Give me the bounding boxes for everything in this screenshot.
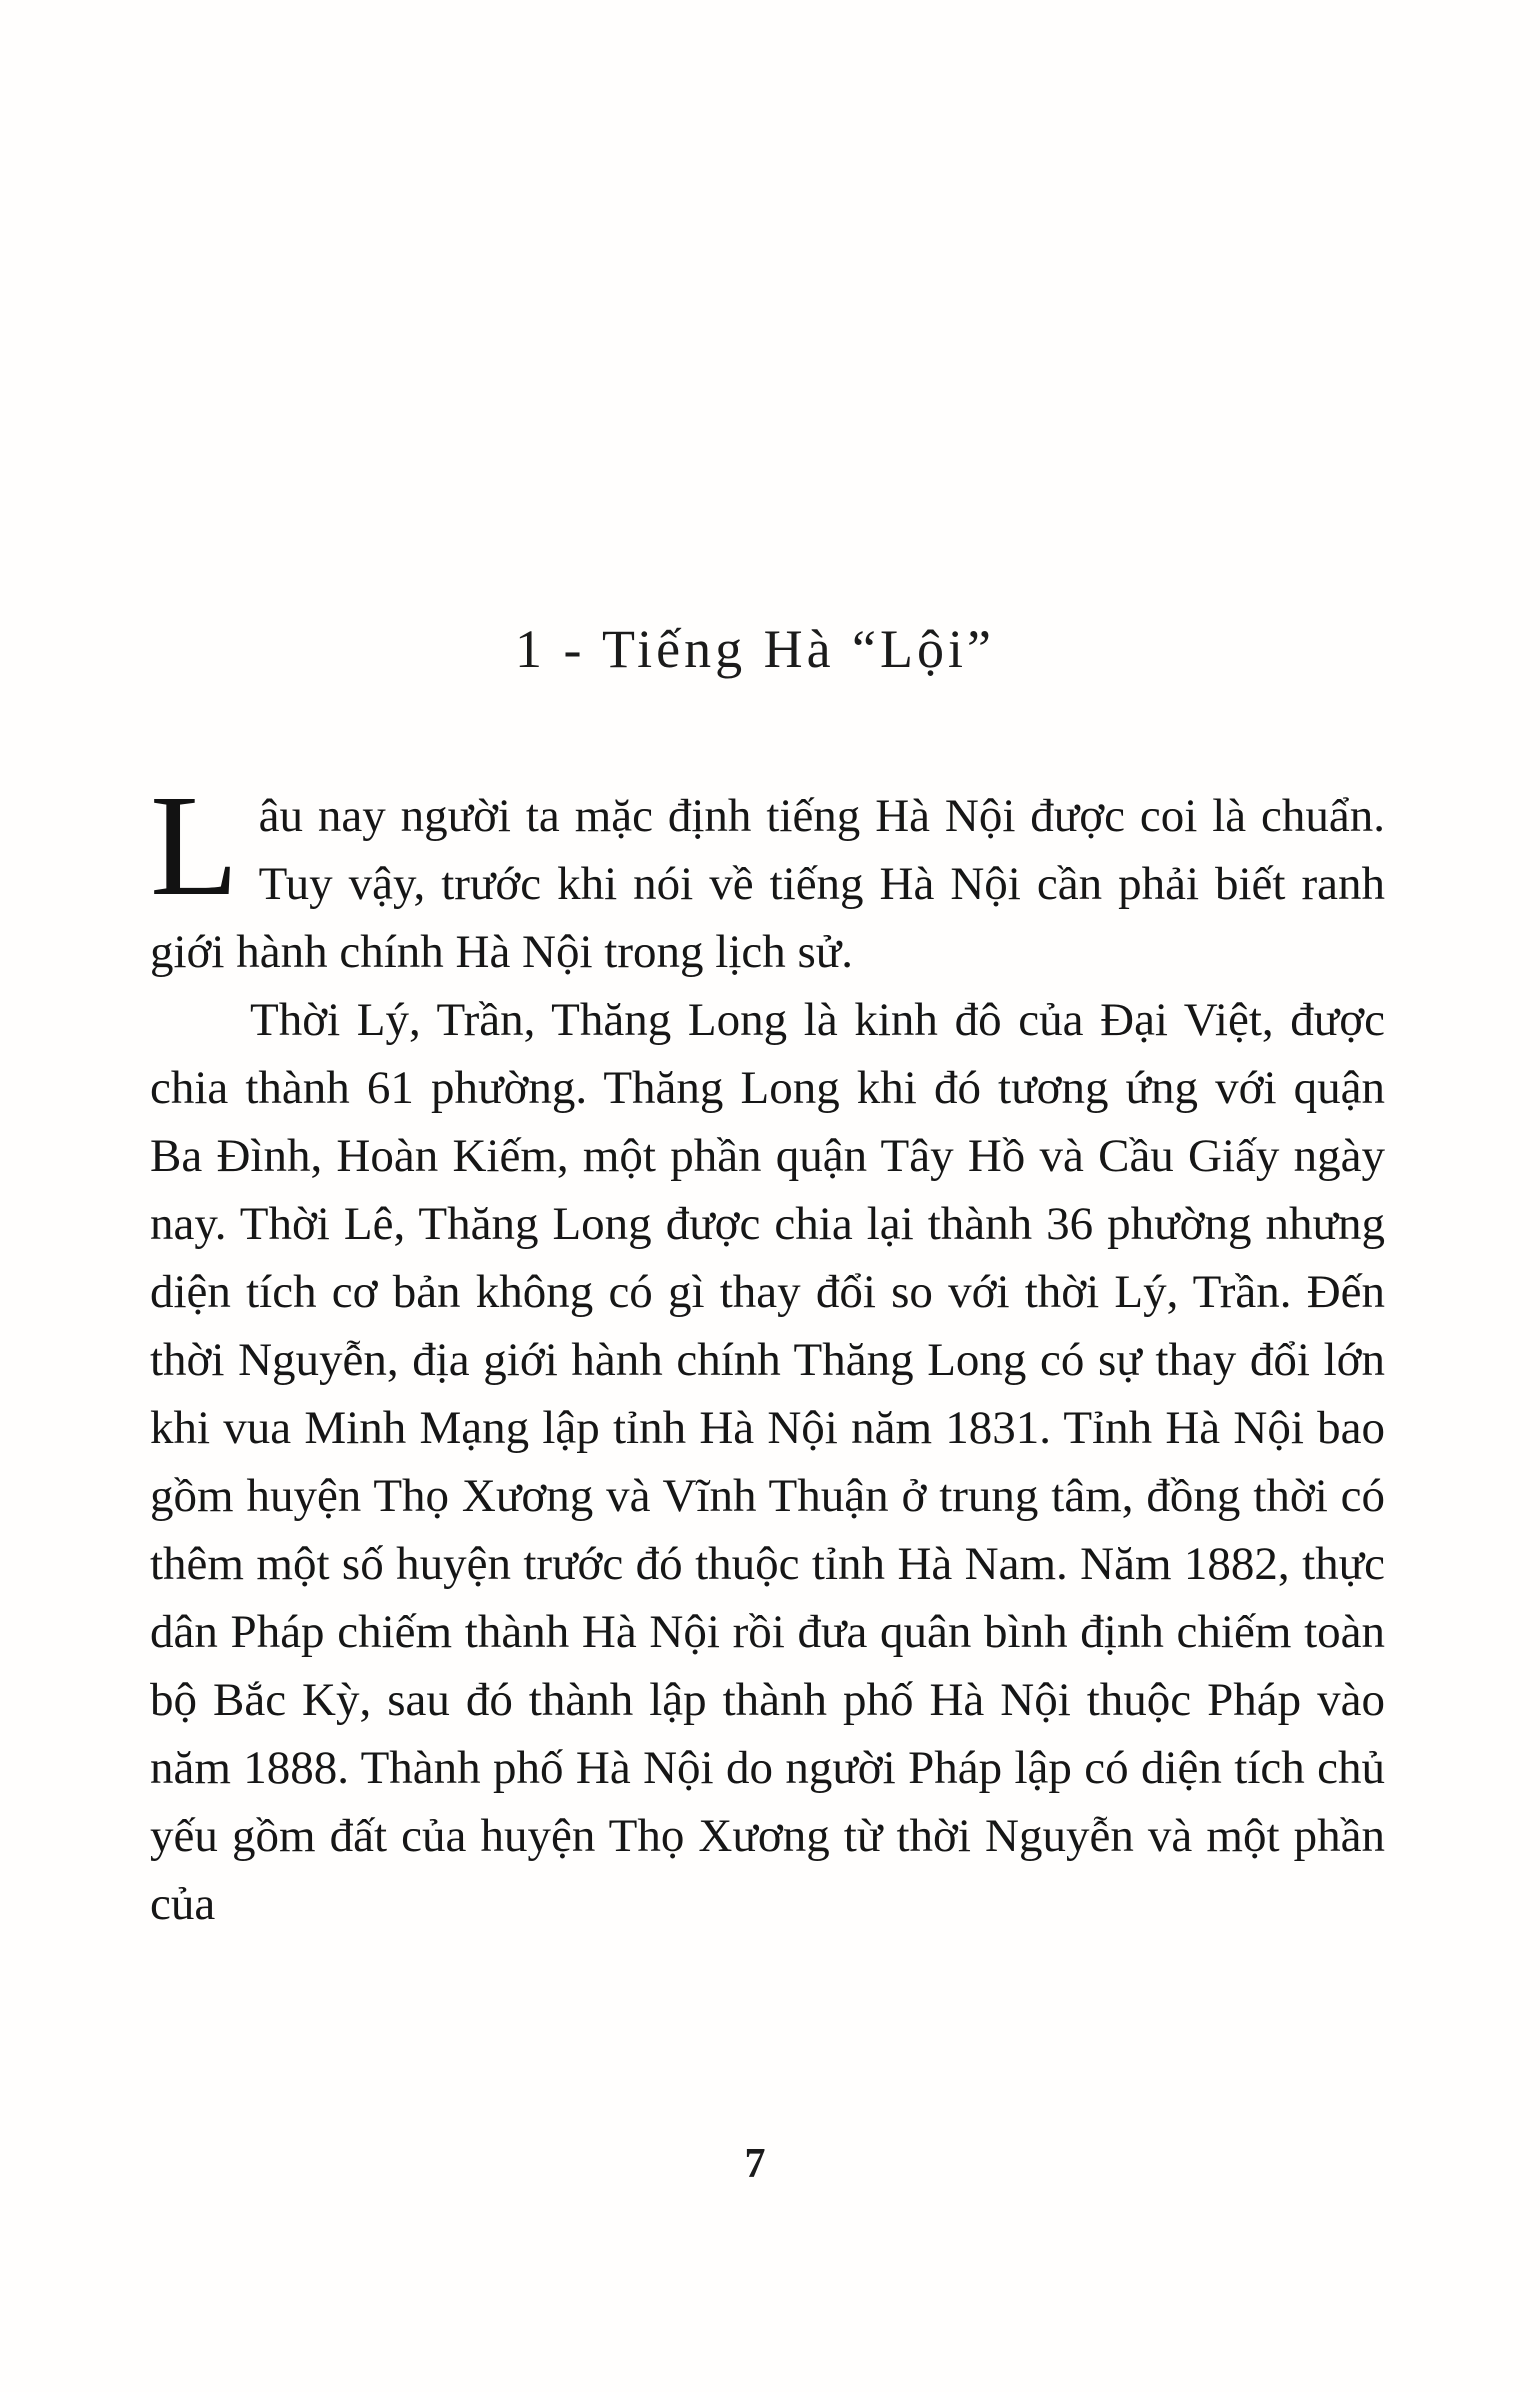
body-text: [150, 766, 1385, 1938]
paragraph-text: âu nay người ta mặc định tiếng Hà Nội được coi là chuẩn. Tuy vậy, trước khi nói về tiếng Hà Nội cần phải biết ranh giới hành chính Hà Nội trong lịch sử.: [150, 790, 1385, 978]
paragraph: [150, 986, 1385, 1938]
paragraph: [150, 766, 1385, 986]
page-number: 7: [744, 2141, 766, 2187]
chapter-title: 1 - Tiếng Hà “Lội”: [515, 619, 995, 679]
paragraph-text: Thời Lý, Trần, Thăng Long là kinh đô của Đại Việt, được chia thành 61 phường. Thăng Long khi đó tương ứng với quận Ba Đình, Hoàn Kiếm, một phần quận Tây Hồ và Cầu Giấy ngày nay. Thời Lê, Thăng Long được chia lại thành 36 phường nhưng diện tích cơ bản không có gì thay đổi so với thời Lý, Trần. Đến thời Nguyễn, địa giới hành chính Thăng Long có sự thay đổi lớn khi vua Minh Mạng lập tỉnh Hà Nội năm 1831. Tỉnh Hà Nội bao gồm huyện Thọ Xương và Vĩnh Thuận ở trung tâm, đồng thời có thêm một số huyện trước đó thuộc tỉnh Hà Nam. Năm 1882, thực dân Pháp chiếm thành Hà Nội rồi đưa quân bình định chiếm toàn bộ Bắc Kỳ, sau đó thành lập thành phố Hà Nội thuộc Pháp vào năm 1888. Thành phố Hà Nội do người Pháp lập có diện tích chủ yếu gồm đất của huyện Thọ Xương từ thời Nguyễn và một phần của: [150, 994, 1385, 1930]
drop-cap: L: [150, 766, 239, 926]
